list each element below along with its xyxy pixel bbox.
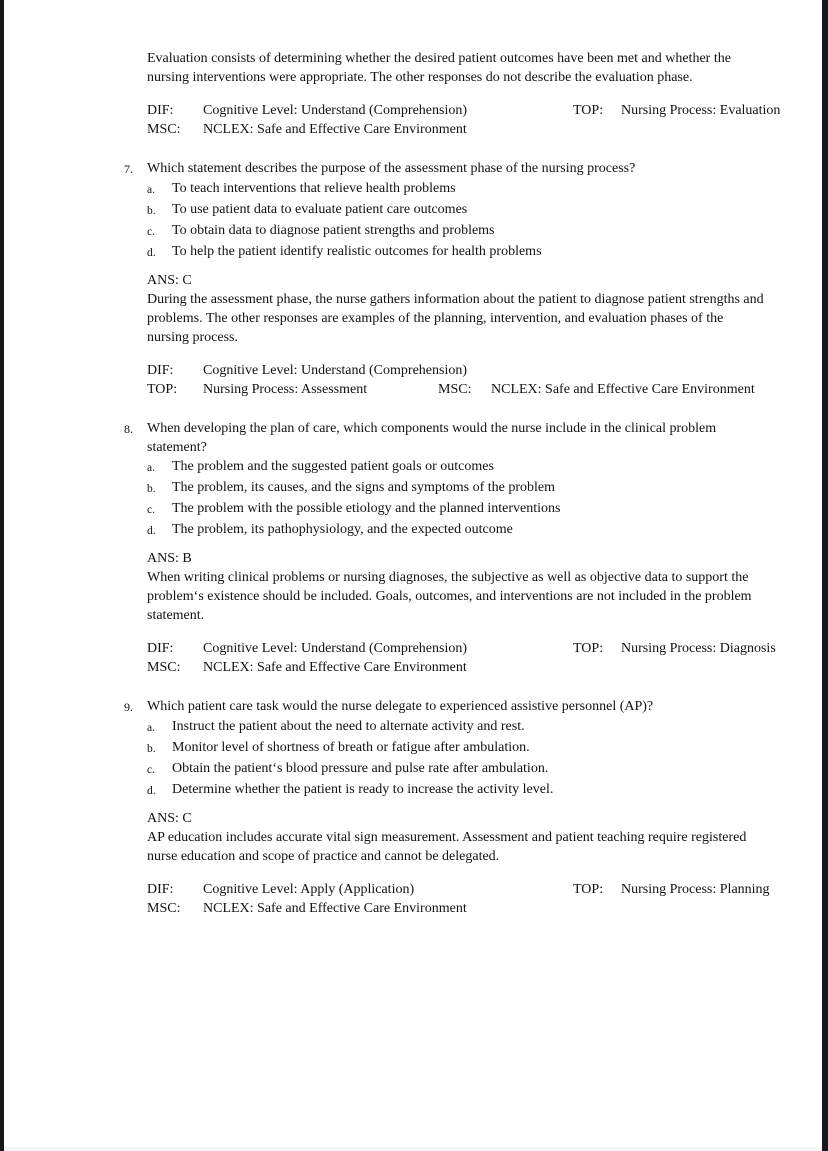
meta-msc-value: NCLEX: Safe and Effective Care Environment — [203, 122, 467, 137]
question-head — [124, 159, 766, 179]
question-9 — [124, 697, 770, 918]
option-row — [147, 179, 766, 200]
question-number: 9. — [124, 700, 133, 714]
meta-block — [147, 880, 770, 918]
meta-dif-value: Cognitive Level: Understand (Comprehension) — [203, 641, 467, 656]
option-letter: a. — [147, 462, 155, 474]
option-text: The problem with the possible etiology and the planned interventions — [172, 501, 561, 516]
option-row — [147, 499, 766, 520]
option-text: Determine whether the patient is ready to increase the activity level. — [172, 782, 554, 797]
meta-line — [147, 380, 766, 399]
options-list — [147, 457, 766, 541]
rationale-text: When writing clinical problems or nursing diagnoses, the subjective as well as objective data to support the problem‘s existence should be included. Goals, outcomes, and interventions are not included in the problem statement. — [147, 570, 752, 623]
meta-line — [147, 880, 770, 899]
options-list — [147, 179, 766, 263]
meta-top-value: Nursing Process: Assessment — [203, 382, 368, 397]
option-text: To obtain data to diagnose patient strengths and problems — [172, 223, 495, 238]
option-row — [147, 520, 766, 541]
option-letter: b. — [147, 483, 156, 495]
option-row — [147, 738, 766, 759]
option-letter: c. — [147, 504, 155, 516]
question-stem: Which statement describes the purpose of the assessment phase of the nursing process? — [147, 161, 636, 176]
question-head — [124, 697, 766, 717]
option-text: The problem, its causes, and the signs and symptoms of the problem — [172, 480, 555, 495]
question-stem: Which patient care task would the nurse delegate to experienced assistive personnel (AP)? — [147, 699, 654, 714]
rationale-text: Evaluation consists of determining whether the desired patient outcomes have been met and whether the nursing interventions were appropriate. The other responses do not describe the evaluation phase. — [147, 51, 731, 85]
option-row — [147, 759, 766, 780]
answer-label: ANS: C — [147, 273, 192, 288]
question-number: 7. — [124, 162, 133, 176]
option-letter: a. — [147, 722, 155, 734]
option-letter: b. — [147, 743, 156, 755]
meta-line — [147, 639, 776, 658]
meta-block — [147, 101, 781, 139]
option-row — [147, 457, 766, 478]
meta-top-value: Nursing Process: Planning — [621, 882, 770, 897]
meta-top-value: Nursing Process: Diagnosis — [621, 641, 776, 656]
option-text: Obtain the patient‘s blood pressure and pulse rate after ambulation. — [172, 761, 549, 776]
meta-msc-label: MSC: — [438, 382, 472, 397]
meta-dif-value: Cognitive Level: Understand (Comprehension) — [203, 363, 467, 378]
meta-dif-label: DIF: — [147, 641, 174, 656]
option-row — [147, 200, 766, 221]
page-edge-right — [822, 0, 828, 1151]
meta-line — [147, 101, 781, 120]
option-letter: c. — [147, 764, 155, 776]
option-row — [147, 717, 766, 738]
meta-line — [147, 120, 766, 139]
meta-msc-value: NCLEX: Safe and Effective Care Environment — [203, 901, 467, 916]
meta-top — [573, 639, 776, 658]
option-row — [147, 780, 766, 801]
meta-msc — [438, 380, 755, 399]
meta-msc-label: MSC: — [147, 901, 181, 916]
option-row — [147, 221, 766, 242]
option-row — [147, 242, 766, 263]
answer-block — [147, 809, 766, 866]
meta-dif-label: DIF: — [147, 103, 174, 118]
meta-top-label: TOP: — [573, 882, 604, 897]
question-7 — [124, 159, 766, 399]
meta-top-label: TOP: — [573, 103, 604, 118]
option-letter: d. — [147, 525, 156, 537]
meta-top-value: Nursing Process: Evaluation — [621, 103, 781, 118]
meta-msc-value: NCLEX: Safe and Effective Care Environment — [203, 660, 467, 675]
option-text: Monitor level of shortness of breath or fatigue after ambulation. — [172, 740, 530, 755]
answer-block — [147, 271, 766, 347]
meta-top — [573, 880, 770, 899]
rationale-text: AP education includes accurate vital sign measurement. Assessment and patient teaching require registered nurse education and scope of practice and cannot be delegated. — [147, 830, 747, 864]
option-text: To teach interventions that relieve health problems — [172, 181, 456, 196]
meta-dif-label: DIF: — [147, 882, 174, 897]
option-letter: d. — [147, 247, 156, 259]
option-letter: d. — [147, 785, 156, 797]
option-text: The problem and the suggested patient goals or outcomes — [172, 459, 494, 474]
meta-block — [147, 361, 766, 399]
option-letter: b. — [147, 205, 156, 217]
option-text: To use patient data to evaluate patient care outcomes — [172, 202, 468, 217]
meta-line — [147, 361, 766, 380]
meta-msc-value: NCLEX: Safe and Effective Care Environment — [491, 382, 755, 397]
page-bottom-band — [4, 1147, 822, 1151]
option-text: To help the patient identify realistic outcomes for health problems — [172, 244, 542, 259]
option-letter: c. — [147, 226, 155, 238]
meta-top-label: TOP: — [573, 641, 604, 656]
meta-dif-value: Cognitive Level: Understand (Comprehension) — [203, 103, 467, 118]
option-text: The problem, its pathophysiology, and the expected outcome — [172, 522, 513, 537]
option-row — [147, 478, 766, 499]
meta-top-label: TOP: — [147, 382, 178, 397]
question-8 — [124, 419, 776, 677]
meta-top — [573, 101, 780, 120]
option-letter: a. — [147, 184, 155, 196]
meta-block — [147, 639, 776, 677]
page-edge-left — [0, 0, 4, 1151]
option-text: Instruct the patient about the need to alternate activity and rest. — [172, 719, 525, 734]
answer-block — [147, 549, 766, 625]
document-content — [124, 49, 781, 918]
meta-line — [147, 899, 766, 918]
question-stem: When developing the plan of care, which components would the nurse include in the clinical problem statement? — [147, 421, 717, 455]
answer-label: ANS: C — [147, 811, 192, 826]
question-number: 8. — [124, 422, 133, 436]
rationale-text: During the assessment phase, the nurse gathers information about the patient to diagnose patient strengths and problems. The other responses are examples of the planning, intervention, and evaluation phases of the nursing process. — [147, 292, 764, 345]
meta-line — [147, 658, 766, 677]
meta-msc-label: MSC: — [147, 122, 181, 137]
question-head — [124, 419, 766, 457]
answer-label: ANS: B — [147, 551, 192, 566]
meta-dif-value: Cognitive Level: Apply (Application) — [203, 882, 415, 897]
meta-msc-label: MSC: — [147, 660, 181, 675]
meta-dif-label: DIF: — [147, 363, 174, 378]
options-list — [147, 717, 766, 801]
